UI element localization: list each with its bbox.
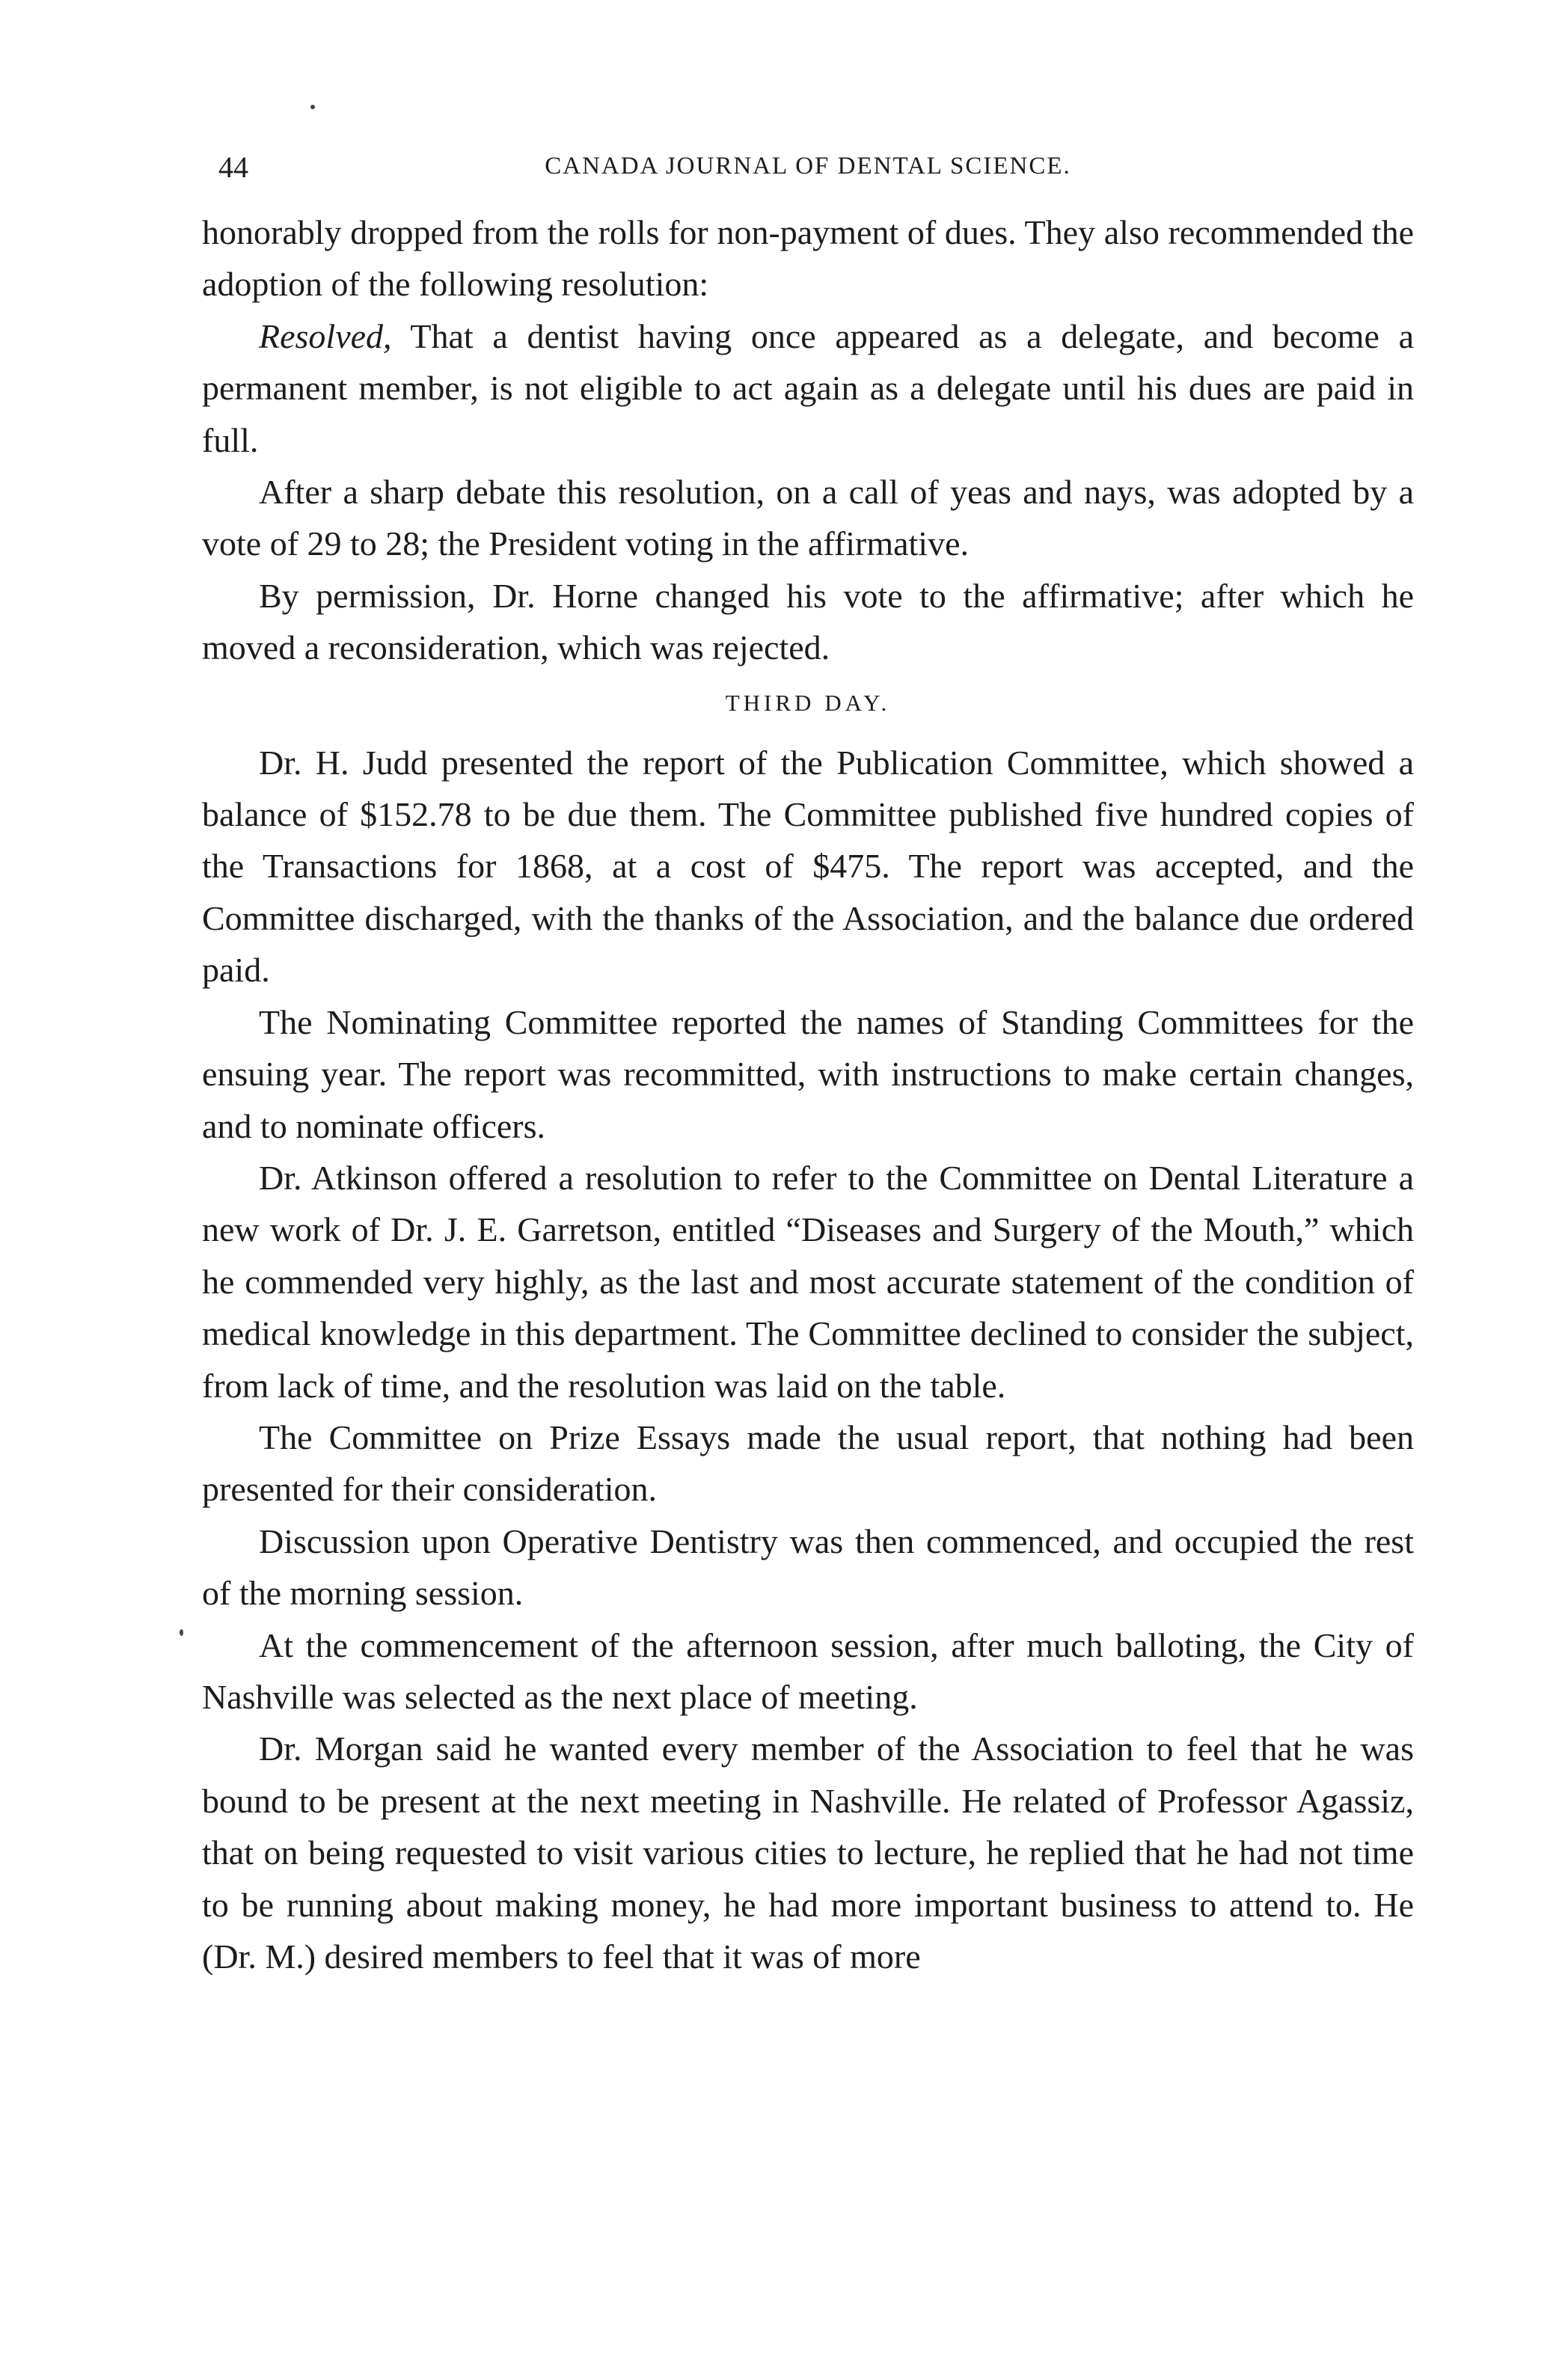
paragraph-debate (202, 466, 1414, 570)
paragraph-publication-committee (202, 737, 1414, 996)
paragraph-text: Dr. H. Judd presented the report of the Publication Committee, which showed a balance of $152.78 to be due them. The Committee published five hundred copies of the Transactions for 1868, at a cost of $475. The report was accepted, and the Committee discharged, with the thanks of the Association, and the balance due ordered paid. (202, 743, 1414, 990)
paragraph-text: After a sharp debate this resolution, on a call of yeas and nays, was adopted by a vote of 29 to 28; the President voting in the affirmative. (202, 473, 1414, 563)
paragraph-dr-morgan (202, 1723, 1414, 1982)
paragraph-resolution (202, 310, 1414, 466)
paragraph-atkinson-resolution (202, 1152, 1414, 1412)
journal-title: CANADA JOURNAL OF DENTAL SCIENCE. (545, 153, 1071, 180)
paragraph-text: The Nominating Committee reported the names of Standing Committees for the ensuing year. The report was recommitted, with instructions to make certain changes, and to nominate officers. (202, 1002, 1414, 1145)
running-header (202, 135, 1414, 194)
paragraph-prize-essays (202, 1412, 1414, 1516)
document-page (202, 135, 1414, 1982)
paragraph-text: Dr. Morgan said he wanted every member of the Association to feel that he was bound to be present at the next meeting in Nashville. He related of Professor Agassiz, that on being requested to visit various cities to lecture, he replied that he had not time to be running about making money, he had more important business to attend to. He (Dr. M.) desired members to feel that it was of more (202, 1729, 1414, 1976)
paragraph-text: Dr. Atkinson offered a resolution to refer to the Committee on Dental Literature a new work of Dr. J. E. Garretson, entitled “Diseases and Surgery of the Mouth,” which he commended very highly, as the last and most accurate statement of the condition of medical knowledge in this department. The Committee declined to consider the subject, from lack of time, and the resolution was laid on the table. (202, 1158, 1414, 1405)
paragraph-text: That a dentist having once appeared as a delegate, and become a permanent member, is not eligible to act again as a delegate until his dues are paid in full. (202, 316, 1414, 459)
article-body (202, 206, 1414, 1982)
paragraph-afternoon-session (202, 1619, 1414, 1723)
section-heading-third-day: THIRD DAY. (725, 689, 891, 716)
paragraph-text: By permission, Dr. Horne changed his vote to the affirmative; after which he moved a reconsideration, which was rejected. (202, 576, 1414, 667)
paragraph-text: At the commencement of the afternoon session, after much balloting, the City of Nashville was selected as the next place of meeting. (202, 1625, 1414, 1716)
paragraph-operative-dentistry (202, 1516, 1414, 1619)
stray-ink-mark-top (310, 105, 315, 109)
page-number: 44 (218, 150, 248, 184)
resolved-lead: Resolved, (259, 316, 392, 355)
stray-ink-mark-margin (180, 1629, 183, 1636)
paragraph-reconsideration (202, 570, 1414, 674)
paragraph-nominating-committee (202, 996, 1414, 1152)
paragraph-text: Discussion upon Operative Dentistry was then commenced, and occupied the rest of the morning session. (202, 1521, 1414, 1613)
paragraph-text: honorably dropped from the rolls for non-payment of dues. They also recommended the adoption of the following resolution: (202, 213, 1414, 304)
paragraph-text: The Committee on Prize Essays made the usual report, that nothing had been presented for their consideration. (202, 1418, 1414, 1509)
paragraph-dues-continued (202, 206, 1414, 310)
